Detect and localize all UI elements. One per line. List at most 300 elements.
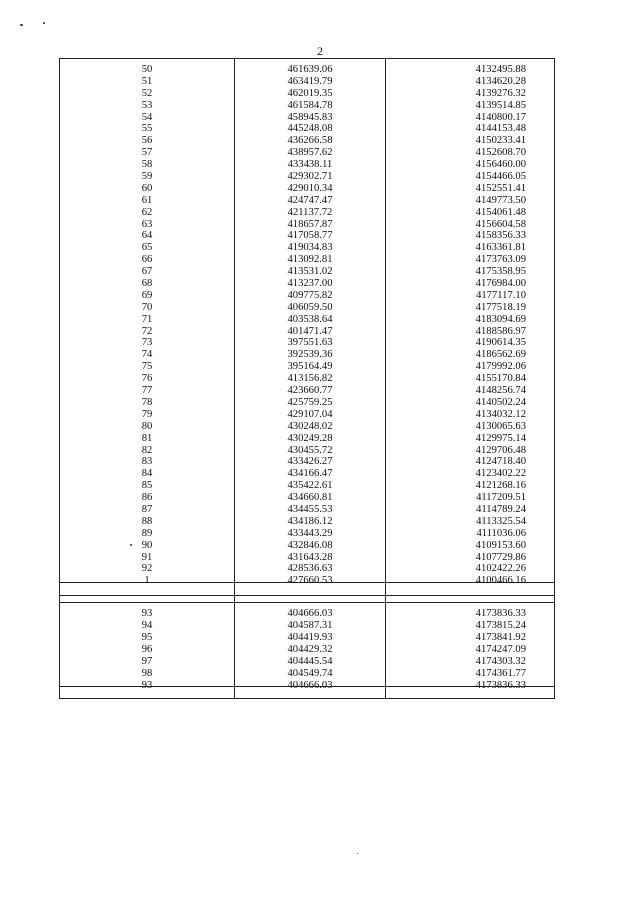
point-number: 86 xyxy=(141,492,153,504)
y-coordinate-cell xyxy=(386,428,554,444)
table-row xyxy=(60,261,554,278)
point-number-cell xyxy=(60,273,235,290)
table-row xyxy=(60,547,554,563)
point-number: 71 xyxy=(141,313,153,325)
x-coordinate-cell xyxy=(235,639,386,655)
point-number-cell xyxy=(60,603,235,620)
x-coordinate: 461584.78 xyxy=(287,99,333,111)
point-number: 89 xyxy=(141,527,153,539)
y-coordinate-cell xyxy=(386,639,554,655)
y-coordinate: 4129706.48 xyxy=(475,444,526,456)
x-coordinate: 413092.81 xyxy=(287,254,333,266)
point-number: 97 xyxy=(141,655,153,667)
table-row xyxy=(60,95,554,111)
point-number-cell xyxy=(60,451,235,468)
y-coordinate: 4124718.40 xyxy=(475,456,526,468)
point-number-cell xyxy=(60,639,235,655)
x-coordinate-cell xyxy=(235,651,386,667)
table-row xyxy=(60,463,554,480)
x-coordinate-cell xyxy=(235,297,386,313)
y-coordinate-cell xyxy=(386,83,554,99)
y-coordinate: 4156460.00 xyxy=(475,159,526,171)
table-row xyxy=(60,651,554,667)
x-coordinate: 430249.28 xyxy=(287,432,333,444)
x-coordinate-cell xyxy=(235,523,386,539)
table-row xyxy=(60,558,554,575)
point-number-cell xyxy=(60,107,235,123)
point-number-cell xyxy=(60,535,235,551)
point-number-cell xyxy=(60,321,235,337)
x-coordinate: 404549.74 xyxy=(287,667,333,679)
point-number-cell xyxy=(60,380,235,397)
y-coordinate-cell xyxy=(386,404,554,420)
x-coordinate: 458945.83 xyxy=(287,111,333,123)
y-coordinate-cell xyxy=(386,368,554,385)
x-coordinate: 413531.02 xyxy=(287,266,333,278)
x-coordinate-cell xyxy=(235,487,386,504)
y-coordinate: 4174361.77 xyxy=(475,667,526,679)
x-coordinate-cell xyxy=(235,321,386,337)
y-coordinate-cell xyxy=(386,416,554,432)
y-coordinate: 4113325.54 xyxy=(476,515,526,527)
point-number: 80 xyxy=(141,420,153,432)
x-coordinate-cell xyxy=(235,261,386,278)
x-coordinate-cell xyxy=(235,416,386,432)
table-row xyxy=(60,615,554,632)
x-coordinate-cell xyxy=(235,463,386,480)
table-row xyxy=(60,451,554,468)
y-coordinate: 4173841.92 xyxy=(475,631,526,643)
x-coordinate: 461639.06 xyxy=(287,64,333,75)
point-number-cell xyxy=(60,59,235,75)
point-number: 75 xyxy=(141,361,153,373)
point-number-cell xyxy=(60,344,235,361)
x-coordinate: 434455.53 xyxy=(287,503,333,515)
y-coordinate-cell xyxy=(386,487,554,504)
x-coordinate-cell xyxy=(235,225,386,242)
scan-speck xyxy=(130,544,132,546)
y-coordinate-cell xyxy=(386,603,554,620)
y-coordinate: 4155170.84 xyxy=(475,373,526,385)
table-row xyxy=(60,487,554,504)
y-coordinate: 4190614.35 xyxy=(475,337,526,349)
y-coordinate: 4152551.41 xyxy=(475,182,526,194)
y-coordinate-cell xyxy=(386,71,554,87)
y-coordinate: 4107729.86 xyxy=(475,551,526,563)
y-coordinate-cell xyxy=(386,214,554,230)
x-coordinate-cell xyxy=(235,178,386,194)
table-row xyxy=(60,237,554,254)
y-coordinate-cell xyxy=(386,663,554,679)
y-coordinate-cell xyxy=(386,154,554,171)
table-row xyxy=(60,603,554,620)
x-coordinate-cell xyxy=(235,107,386,123)
point-number-cell xyxy=(60,416,235,432)
point-number: 53 xyxy=(141,99,153,111)
x-coordinate: 462019.35 xyxy=(287,87,333,99)
y-coordinate: 4149773.50 xyxy=(475,194,526,206)
x-coordinate: 413156.82 xyxy=(287,373,333,385)
y-coordinate-cell xyxy=(386,202,554,218)
x-coordinate-cell xyxy=(235,547,386,563)
x-coordinate: 419034.83 xyxy=(287,242,333,254)
x-coordinate: 431643.28 xyxy=(287,551,333,563)
table-row xyxy=(60,297,554,313)
point-number-cell xyxy=(60,71,235,87)
point-number-cell xyxy=(60,547,235,563)
x-coordinate: 429302.71 xyxy=(287,171,333,183)
point-number: 54 xyxy=(141,111,153,123)
point-number-cell xyxy=(60,404,235,420)
x-coordinate-cell xyxy=(235,368,386,385)
table-row xyxy=(60,309,554,325)
x-coordinate: 425759.25 xyxy=(287,396,333,408)
y-coordinate-cell xyxy=(386,475,554,492)
y-coordinate: 4173763.09 xyxy=(475,254,526,266)
point-number: 52 xyxy=(141,87,153,99)
x-coordinate: 432846.08 xyxy=(287,539,333,551)
y-coordinate-cell xyxy=(386,309,554,325)
point-number: 73 xyxy=(141,337,153,349)
y-coordinate-cell xyxy=(386,107,554,123)
point-number: 76 xyxy=(141,373,153,385)
x-coordinate-cell xyxy=(235,663,386,679)
y-coordinate-cell xyxy=(386,118,554,135)
x-coordinate: 430455.72 xyxy=(287,444,333,456)
y-coordinate-cell xyxy=(386,651,554,667)
point-number-cell xyxy=(60,368,235,385)
point-number-cell xyxy=(60,523,235,539)
x-coordinate: 424747.47 xyxy=(287,194,333,206)
x-coordinate: 417058.77 xyxy=(287,230,333,242)
point-number: 65 xyxy=(141,242,153,254)
point-number: 69 xyxy=(141,289,153,301)
x-coordinate: 423660.77 xyxy=(287,385,333,397)
x-coordinate-cell xyxy=(235,428,386,444)
x-coordinate: 404445.54 xyxy=(287,655,333,667)
table-row xyxy=(60,511,554,527)
point-number-cell xyxy=(60,118,235,135)
table-row xyxy=(60,273,554,290)
point-number: 60 xyxy=(141,182,153,194)
y-coordinate: 4139276.32 xyxy=(475,87,526,99)
y-coordinate-cell xyxy=(386,627,554,643)
x-coordinate: 401471.47 xyxy=(287,325,333,337)
point-number: 78 xyxy=(141,396,153,408)
y-coordinate-cell xyxy=(386,249,554,266)
x-coordinate-cell xyxy=(235,309,386,325)
point-number-cell xyxy=(60,237,235,254)
y-coordinate: 4144153.48 xyxy=(475,123,526,135)
x-coordinate: 433426.27 xyxy=(287,456,333,468)
table-row xyxy=(60,190,554,206)
x-coordinate-cell xyxy=(235,273,386,290)
y-coordinate: 4154061.48 xyxy=(475,206,526,218)
x-coordinate-cell xyxy=(235,154,386,171)
point-number-cell xyxy=(60,392,235,408)
y-coordinate-cell xyxy=(386,142,554,159)
point-number: 79 xyxy=(141,408,153,420)
table-row xyxy=(60,107,554,123)
x-coordinate-cell xyxy=(235,404,386,420)
point-number-cell xyxy=(60,570,235,587)
table-separator-row xyxy=(60,582,554,596)
table-row xyxy=(60,154,554,171)
point-number-cell xyxy=(60,297,235,313)
point-number-cell xyxy=(60,675,235,691)
point-number-cell xyxy=(60,190,235,206)
point-number: 50 xyxy=(141,64,153,75)
point-number: 87 xyxy=(141,503,153,515)
y-coordinate-cell xyxy=(386,392,554,408)
y-coordinate: 4139514.85 xyxy=(475,99,526,111)
x-coordinate-cell xyxy=(235,627,386,643)
x-coordinate-cell xyxy=(235,83,386,99)
x-coordinate-cell xyxy=(235,142,386,159)
x-coordinate: 427660.53 xyxy=(287,575,333,587)
y-coordinate-cell xyxy=(386,261,554,278)
x-coordinate-cell xyxy=(235,95,386,111)
point-number: 58 xyxy=(141,159,153,171)
y-coordinate: 4140502.24 xyxy=(475,396,526,408)
x-coordinate-cell xyxy=(235,118,386,135)
x-coordinate-cell xyxy=(235,166,386,183)
y-coordinate: 4177117.10 xyxy=(476,289,526,301)
scan-speck xyxy=(357,853,358,854)
point-number: 82 xyxy=(141,444,153,456)
y-coordinate: 4140800.17 xyxy=(475,111,526,123)
table-row xyxy=(60,535,554,551)
page-number: 2 xyxy=(317,44,323,58)
table-row xyxy=(60,59,554,75)
table-row xyxy=(60,675,554,691)
table-row xyxy=(60,321,554,337)
x-coordinate: 395164.49 xyxy=(287,361,333,373)
point-number: 77 xyxy=(141,385,153,397)
table-row xyxy=(60,344,554,361)
table-row xyxy=(60,118,554,135)
y-coordinate: 4100466.16 xyxy=(475,575,526,587)
point-number-cell xyxy=(60,475,235,492)
point-number-cell xyxy=(60,558,235,575)
y-coordinate-cell xyxy=(386,535,554,551)
table-row xyxy=(60,570,554,587)
table-row xyxy=(60,249,554,266)
table-row xyxy=(60,428,554,444)
y-coordinate: 4186562.69 xyxy=(475,349,526,361)
y-coordinate: 4152608.70 xyxy=(475,147,526,159)
point-number-cell xyxy=(60,428,235,444)
point-number-cell xyxy=(60,202,235,218)
x-coordinate: 438957.62 xyxy=(287,147,333,159)
y-coordinate-cell xyxy=(386,178,554,194)
point-number-cell xyxy=(60,627,235,643)
x-coordinate: 428536.63 xyxy=(287,563,333,575)
table-row xyxy=(60,440,554,456)
y-coordinate: 4188586.97 xyxy=(475,325,526,337)
x-coordinate-cell xyxy=(235,344,386,361)
y-coordinate: 4176984.00 xyxy=(475,278,526,290)
y-coordinate-cell xyxy=(386,321,554,337)
y-coordinate: 4156604.58 xyxy=(475,218,526,230)
y-coordinate: 4174303.32 xyxy=(475,655,526,667)
table-row xyxy=(60,663,554,679)
y-coordinate-cell xyxy=(386,523,554,539)
point-number: 51 xyxy=(141,75,153,87)
point-number: 83 xyxy=(141,456,153,468)
point-number: 93 xyxy=(141,679,153,691)
coordinates-table xyxy=(59,58,555,699)
y-coordinate: 4173815.24 xyxy=(475,620,526,632)
y-coordinate-cell xyxy=(386,547,554,563)
x-coordinate: 433443.29 xyxy=(287,527,333,539)
y-coordinate: 4129975.14 xyxy=(475,432,526,444)
coordinate-group-1 xyxy=(60,59,554,587)
point-number: 93 xyxy=(141,608,153,620)
point-number-cell xyxy=(60,356,235,373)
point-number: 88 xyxy=(141,515,153,527)
x-coordinate-cell xyxy=(235,190,386,206)
point-number: 81 xyxy=(141,432,153,444)
point-number: 94 xyxy=(141,620,153,632)
x-coordinate-cell xyxy=(235,249,386,266)
table-row xyxy=(60,214,554,230)
table-gap xyxy=(60,596,554,602)
table-row xyxy=(60,380,554,397)
point-number: 72 xyxy=(141,325,153,337)
y-coordinate-cell xyxy=(386,558,554,575)
table-row xyxy=(60,332,554,349)
y-coordinate: 4123402.22 xyxy=(475,468,526,480)
point-number-cell xyxy=(60,487,235,504)
y-coordinate: 4179992.06 xyxy=(475,361,526,373)
x-coordinate-cell xyxy=(235,237,386,254)
y-coordinate: 4132495.88 xyxy=(475,64,526,75)
x-coordinate-cell xyxy=(235,356,386,373)
y-coordinate-cell xyxy=(386,380,554,397)
x-coordinate: 406059.50 xyxy=(287,301,333,313)
point-number-cell xyxy=(60,463,235,480)
point-number-cell xyxy=(60,214,235,230)
x-coordinate-cell xyxy=(235,202,386,218)
x-coordinate: 429107.04 xyxy=(287,408,333,420)
point-number-cell xyxy=(60,615,235,632)
y-coordinate-cell xyxy=(386,59,554,75)
point-number: 74 xyxy=(141,349,153,361)
point-number: 92 xyxy=(141,563,153,575)
table-row xyxy=(60,627,554,643)
y-coordinate-cell xyxy=(386,615,554,632)
table-row xyxy=(60,83,554,99)
x-coordinate: 404587.31 xyxy=(287,620,333,632)
point-number: 61 xyxy=(141,194,153,206)
table-row xyxy=(60,368,554,385)
x-coordinate: 434186.12 xyxy=(287,515,333,527)
x-coordinate: 404666.03 xyxy=(287,679,333,691)
x-coordinate: 436266.58 xyxy=(287,135,333,147)
x-coordinate: 404429.32 xyxy=(287,643,333,655)
table-row xyxy=(60,356,554,373)
point-number: 55 xyxy=(141,123,153,135)
y-coordinate-cell xyxy=(386,225,554,242)
y-coordinate: 4174247.09 xyxy=(475,643,526,655)
y-coordinate: 4175358.95 xyxy=(475,266,526,278)
point-number-cell xyxy=(60,249,235,266)
y-coordinate: 4173836.33 xyxy=(475,679,526,691)
x-coordinate: 430248.02 xyxy=(287,420,333,432)
y-coordinate: 4134620.28 xyxy=(475,75,526,87)
y-coordinate-cell xyxy=(386,130,554,147)
table-row xyxy=(60,475,554,492)
x-coordinate: 445248.08 xyxy=(287,123,333,135)
x-coordinate-cell xyxy=(235,440,386,456)
x-coordinate-cell xyxy=(235,380,386,397)
point-number: 91 xyxy=(141,551,153,563)
y-coordinate: 4173836.33 xyxy=(475,608,526,620)
x-coordinate: 418657.87 xyxy=(287,218,333,230)
table-row xyxy=(60,499,554,515)
scan-speck xyxy=(20,24,23,26)
y-coordinate-cell xyxy=(386,332,554,349)
y-coordinate-cell xyxy=(386,675,554,691)
y-coordinate: 4111036.06 xyxy=(476,527,526,539)
table-row xyxy=(60,142,554,159)
y-coordinate: 4134032.12 xyxy=(475,408,526,420)
point-number: 63 xyxy=(141,218,153,230)
point-number-cell xyxy=(60,261,235,278)
x-coordinate-cell xyxy=(235,451,386,468)
point-number: 98 xyxy=(141,667,153,679)
table-row xyxy=(60,404,554,420)
table-row xyxy=(60,523,554,539)
x-coordinate: 421137.72 xyxy=(287,206,333,218)
table-row xyxy=(60,166,554,183)
point-number-cell xyxy=(60,154,235,171)
y-coordinate: 4158356.33 xyxy=(475,230,526,242)
y-coordinate-cell xyxy=(386,285,554,301)
point-number-cell xyxy=(60,166,235,183)
x-coordinate-cell xyxy=(235,285,386,301)
y-coordinate-cell xyxy=(386,297,554,313)
x-coordinate-cell xyxy=(235,332,386,349)
table-closing-row xyxy=(60,686,554,699)
point-number: 64 xyxy=(141,230,153,242)
point-number: 59 xyxy=(141,171,153,183)
point-number: 84 xyxy=(141,468,153,480)
table-row xyxy=(60,71,554,87)
x-coordinate: 435422.61 xyxy=(287,480,333,492)
point-number-cell xyxy=(60,95,235,111)
y-coordinate: 4177518.19 xyxy=(475,301,526,313)
y-coordinate: 4148256.74 xyxy=(475,385,526,397)
y-coordinate-cell xyxy=(386,499,554,515)
y-coordinate-cell xyxy=(386,356,554,373)
y-coordinate-cell xyxy=(386,463,554,480)
x-coordinate-cell xyxy=(235,59,386,75)
y-coordinate-cell xyxy=(386,237,554,254)
coordinate-group-2 xyxy=(60,602,554,691)
y-coordinate-cell xyxy=(386,451,554,468)
x-coordinate: 397551.63 xyxy=(287,337,333,349)
x-coordinate: 404419.93 xyxy=(287,631,333,643)
x-coordinate-cell xyxy=(235,675,386,691)
point-number-cell xyxy=(60,178,235,194)
y-coordinate: 4183094.69 xyxy=(475,313,526,325)
point-number: 96 xyxy=(141,643,153,655)
x-coordinate-cell xyxy=(235,511,386,527)
x-coordinate-cell xyxy=(235,615,386,632)
point-number-cell xyxy=(60,511,235,527)
